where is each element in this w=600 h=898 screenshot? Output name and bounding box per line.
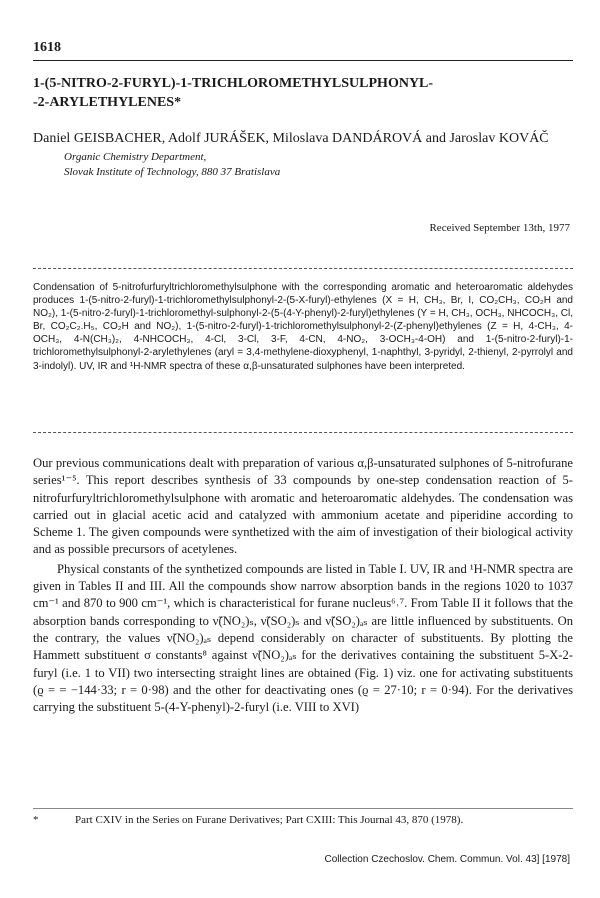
body-paragraph-1: Our previous communications dealt with preparation of various α,β-unsaturated sulphones of 5-nitrofurane series¹⁻⁵. This report describes synthesis of 33 compounds by one-step condensation reaction of 5-nitrofurfuryltrichloromethylsulphone with aromatic and heteroaromatic aldehydes. The condensation was carried out in glacial acetic acid and catalyzed with ammonium acetate and piperidine according to Scheme 1. The given compounds were synthetized with the aim of investigation of their biological activity and as possible precursors of acetylenes. [33,456,573,557]
author-list: Daniel GEISBACHER, Adolf JURÁŠEK, Miloslava DANDÁROVÁ and Jaroslav KOVÁČ [33,131,549,146]
abstract-top-rule [33,268,573,269]
received-date: Received September 13th, 1977 [429,222,570,234]
journal-citation: Collection Czechoslov. Chem. Commun. Vol. 43] [1978] [324,854,570,865]
footnote-text: Part CXIV in the Series on Furane Derivatives; Part CXIII: This Journal 43, 870 (1978). [75,814,464,826]
footnote [33,814,573,826]
footnote-rule [33,808,573,809]
footnote-marker: * [33,814,39,826]
abstract-text: Condensation of 5-nitrofurfuryltrichloromethylsulphone with the corresponding aromatic and heteroaromatic aldehydes produces 1-(5-nitro-2-furyl)-1-trichloromethylsulphonyl-2-(5-X-furyl)-ethylenes (X = H, CH₃, Br, I, CO₂CH₃, CO₂H and NO₂), 1-(5-nitro-2-furyl)-1-trichloromethyl-sulphonyl-2-(5-(4-Y-phenyl)-2-furyl)ethylenes (Y = H, CH₃, OCH₃, NHCOCH₃, Cl, Br, CO₂C₂.H₅, CO₂H and NO₂), 1-(5-nitro-2-furyl)-1-trichloromethylsulphonyl-2-(Z-phenyl)ethylenes (Z = H, 4-CH₃, 4-OCH₃, 4-N(CH₃)₂, 4-NHCOCH₃, 4-Cl, 3-Cl, 3-F, 4-CN, 4-NO₂, 3-OCH₃-4-OH) and 1-(5-nitro-2-furyl)-1-trichloromethylsulphonyl-2-arylethylenes (aryl = 3,4-methylene-dioxyphenyl, 1-naphthyl, 3-pyridyl, 2-thienyl, 2-pyrrolyl and 3-indolyl). UV, IR and ¹H-NMR spectra of these α,β-unsaturated sulphones have been interpreted. [33,282,573,372]
article-body [33,455,573,716]
page-number: 1618 [33,40,61,55]
body-paragraph-2: Physical constants of the synthetized compounds are listed in Table I. UV, IR and ¹H-NMR spectra are given in Tables II and III. All the compounds show narrow absorption bands in the regions 1020 to 1037 cm⁻¹ and 870 to 900 cm⁻¹, which is characteristical for furane nucleus⁶˒⁷. From Table II it follows that the absorption bands corresponding to ν̃(NO₂)ₛ, ν̃(SO₂)ₛ and ν̃(SO₂)ₐₛ are little influenced by substituents. On the contrary, the values ν̃(NO₂)ₐₛ depend considerably on character of substituents. By plotting the Hammett substituent σ constants⁸ against ν̃(NO₂)ₐₛ for the derivatives containing the substituent 5-X-2-furyl (i.e. 1 to VII) two intersecting straight lines are obtained (Fig. 1) viz. one for activating substituents (ϱ = = −144·33; r = 0·98) and the other for deactivating ones (ϱ = 27·10; r = 0·94). For the derivatives carrying the substituent 5-(4-Y-phenyl)-2-furyl (i.e. VIII to XVI) [33,561,573,715]
affiliation-line-2: Slovak Institute of Technology, 880 37 Bratislava [64,166,281,178]
title-line-2: -2-ARYLETHYLENES* [33,95,182,110]
affiliation [64,150,280,180]
abstract-bottom-rule [33,432,573,433]
article-title [33,74,573,112]
title-line-1: 1-(5-NITRO-2-FURYL)-1-TRICHLOROMETHYLSULPHONYL- [33,76,434,91]
header-rule [33,60,573,61]
affiliation-line-1: Organic Chemistry Department, [64,151,207,163]
